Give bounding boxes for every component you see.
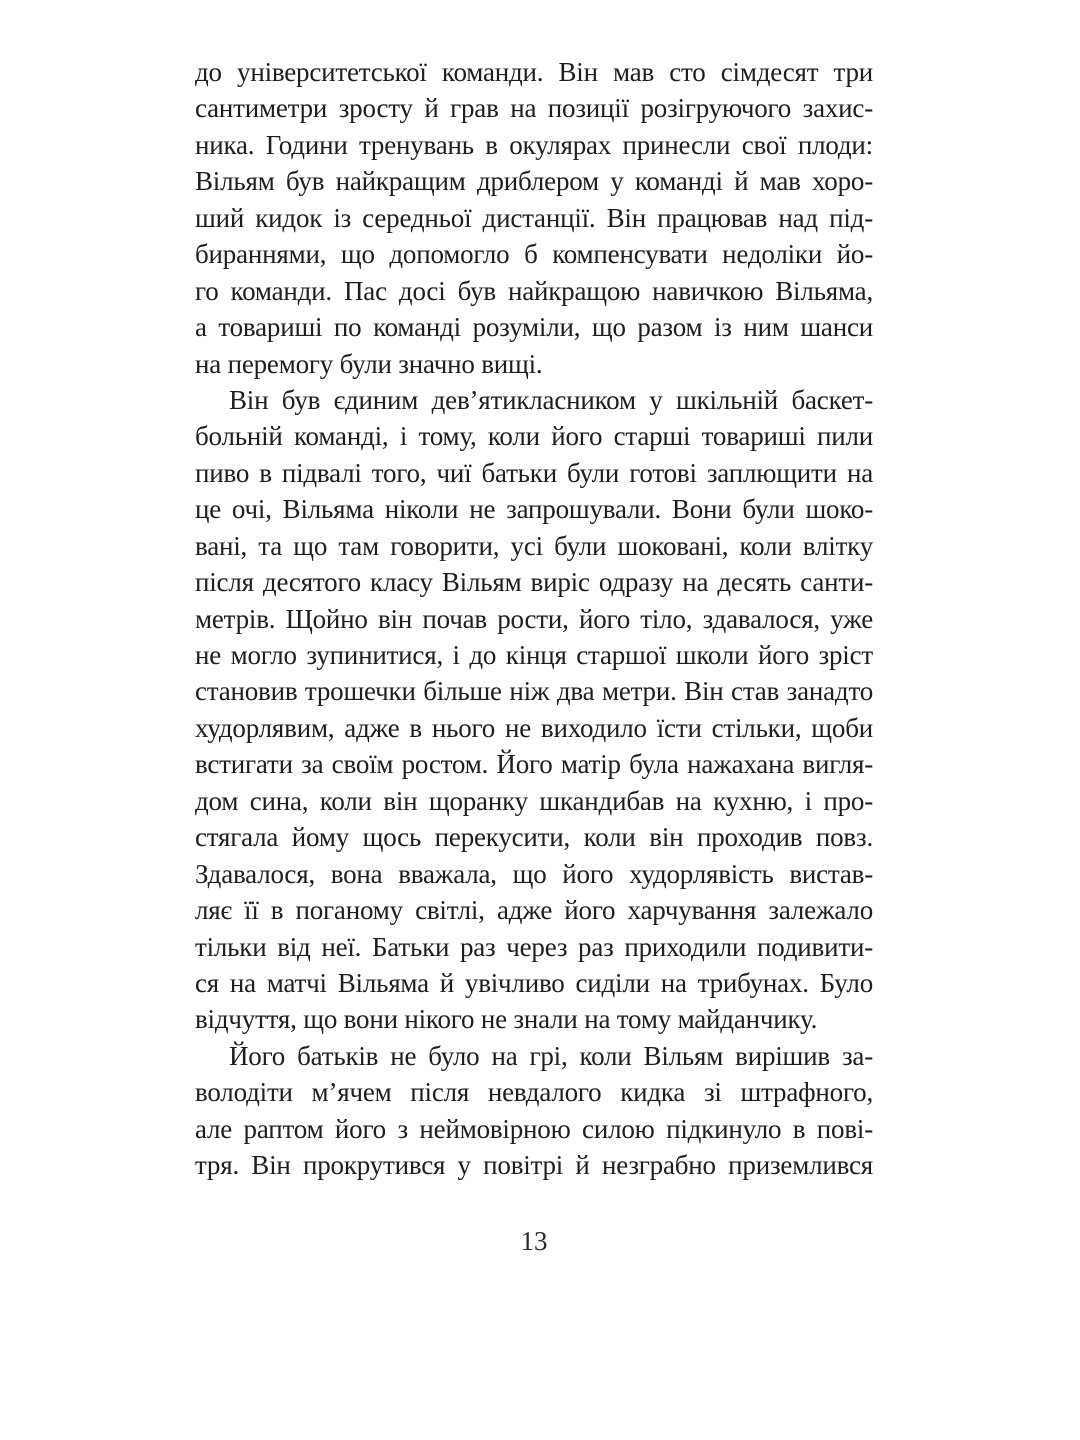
text-line: дом сина, коли він щоранку шкандибав на кухню, і про-: [195, 785, 873, 816]
text-line: больній команді, і тому, коли його старші товариші пили: [195, 421, 873, 452]
text-line: становив трошечки більше ніж два метри. Він став занадто: [195, 676, 873, 707]
text-line: але раптом його з неймовірною силою підкинуло в пові-: [195, 1113, 873, 1144]
text-line: Здавалося, вона вважала, що його худорлявість вистав-: [195, 858, 873, 889]
text-line: ся на матчі Вільяма й увічливо сиділи на трибунах. Було: [195, 967, 873, 998]
text-line: бираннями, що допомогло б компенсувати недоліки йо-: [195, 239, 873, 270]
text-line: стягала йому щось перекусити, коли він проходив повз.: [195, 822, 873, 853]
text-line: це очі, Вільяма ніколи не запрошували. Вони були шоко-: [195, 494, 873, 525]
paragraph: [195, 382, 873, 1038]
paragraph: [195, 54, 873, 382]
text-line: го команди. Пас досі був найкращою навичкою Вільяма,: [195, 275, 873, 306]
text-line: тільки від неї. Батьки раз через раз приходили подивити-: [195, 931, 873, 962]
text-line: вані, та що там говорити, усі були шоковані, коли влітку: [195, 530, 873, 561]
text-line: ший кидок із середньої дистанції. Він працював над під-: [195, 202, 873, 233]
text-line: а товариші по команді розуміли, що разом із ним шанси: [195, 312, 873, 343]
page-number: 13: [520, 1226, 548, 1256]
text-line: метрів. Щойно він почав рости, його тіло, здавалося, уже: [195, 603, 873, 634]
text-line: володіти м’ячем після невдалого кидка зі штрафного,: [195, 1077, 873, 1108]
text-line: сантиметри зросту й грав на позиції розігруючого захис-: [195, 93, 873, 124]
text-line: на перемогу були значно вищі.: [195, 348, 543, 379]
text-line: встигати за своїм ростом. Його матір була нажахана вигля-: [195, 749, 873, 780]
text-line: Вільям був найкращим дриблером у команді й мав хоро-: [195, 166, 873, 197]
text-line: Його батьків не було на грі, коли Вільям вирішив за-: [229, 1040, 873, 1071]
paragraph: [195, 1038, 873, 1184]
text-line: після десятого класу Вільям виріс одразу на десять санти-: [195, 567, 873, 598]
text-line: ляє її в поганому світлі, адже його харчування залежало: [195, 895, 873, 926]
text-line: худорлявим, адже в нього не виходило їсти стільки, щоби: [195, 712, 873, 743]
text-line: Він був єдиним дев’ятикласником у шкільній баскет-: [229, 384, 873, 415]
text-line: тря. Він прокрутився у повітрі й незграбно приземлився: [195, 1150, 873, 1181]
text-line: не могло зупинитися, і до кінця старшої школи його зріст: [195, 640, 873, 670]
text-line: до університетської команди. Він мав сто сімдесят три: [195, 57, 873, 87]
text-line: пиво в підвалі того, чиї батьки були готові заплющити на: [195, 457, 873, 488]
text-line: ника. Години тренувань в окулярах принесли свої плоди:: [195, 129, 873, 160]
page-text-block: [195, 54, 873, 1184]
text-line: відчуття, що вони нікого не знали на тому майданчику.: [195, 1004, 818, 1035]
